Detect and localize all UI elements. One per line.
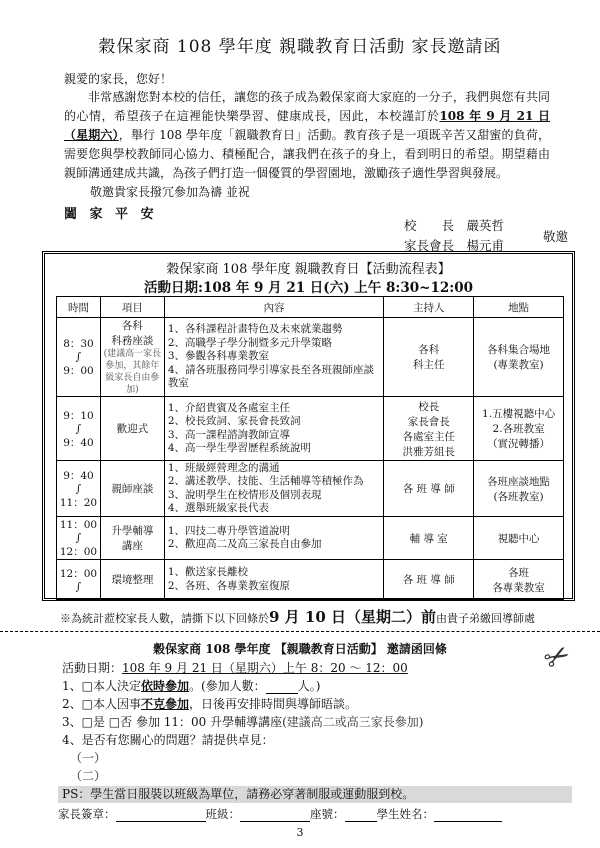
header-time: 時間	[57, 297, 101, 318]
scissors-icon: ✂	[537, 636, 578, 679]
ps-note: PS：學生當日服裝以班級為單位，請務必穿著制服或運動服到校。	[58, 786, 572, 803]
principal-sign: 校 長 嚴英哲	[404, 218, 505, 233]
option-3-note: (建議高二或高三家長參加)	[282, 715, 424, 729]
cell-time: 9：10 ∫ 9：40	[57, 397, 101, 461]
cut-line	[0, 631, 600, 632]
schedule-title: 穀保家商 108 學年度 親職教育日【活動流程表】	[166, 262, 451, 277]
return-note	[60, 606, 580, 627]
parent-sign-field[interactable]	[116, 809, 206, 822]
header-host: 主持人	[384, 297, 474, 318]
chair-sign: 家長會長 楊元甫	[404, 238, 505, 253]
cell-item: 升學輔導 講座	[100, 517, 164, 560]
event-date-highlight: 108 年 9 月 21 日（星期六）	[64, 109, 550, 142]
option-1-end: 人。)	[297, 679, 321, 693]
salutation: 親愛的家長，您好！	[64, 72, 173, 86]
option-1-text: 1、□本人決定	[62, 679, 141, 693]
cell-item: 各科 科務座談 (建議高一家長參加，其餘年級家長自由參加)	[100, 318, 164, 397]
student-name-field[interactable]	[434, 809, 502, 822]
intro-paragraph	[64, 88, 550, 183]
header-item: 項目	[100, 297, 164, 318]
cell-content: 1、歡送家長離校 2、各班、各專業教室復原	[164, 560, 384, 600]
schedule-row	[57, 560, 564, 600]
cell-place: 各班座談地點 (各班教室)	[474, 461, 564, 517]
attendee-count-field[interactable]	[266, 681, 298, 694]
cell-place: 1.五樓視聽中心 2.各班教室 （實況轉播）	[474, 397, 564, 461]
option-3-text: 3、□是 □否 參加 11：00 升學輔導講座	[62, 715, 283, 729]
wish-line: 敬邀貴家長撥冗參加為禱 並祝	[90, 185, 250, 199]
option-1[interactable]	[62, 677, 320, 694]
schedule-row	[57, 517, 564, 560]
reply-date-label: 活動日期：	[62, 661, 123, 675]
class-label: 班級：	[205, 807, 240, 821]
option-2[interactable]	[62, 695, 357, 712]
cell-content: 1、四技二專升學管道說明 2、歡迎高二及高三家長自由參加	[164, 517, 384, 560]
cell-content: 1、班級經營理念的溝通 2、講述教學、技能、生活輔導等積極作為 3、說明學生在校情形及個別表現 4、選舉班級家長代表	[164, 461, 384, 517]
cell-item: 環境整理	[100, 560, 164, 600]
option-2-emph: 不克參加	[140, 697, 189, 711]
page-number: 3	[296, 826, 304, 839]
header-content: 內容	[164, 297, 384, 318]
student-name-label: 學生姓名：	[376, 807, 434, 821]
cell-time: 11：00 ∫ 12：00	[57, 517, 101, 560]
signatures	[404, 216, 504, 256]
cell-time: 9：40 ∫ 11：20	[57, 461, 101, 517]
option-4: 4、是否有您關心的問題？請提供卓見：	[62, 733, 274, 747]
reply-title: 穀保家商 108 學年度 【親職教育日活動】 邀請函回條	[153, 642, 447, 656]
invite-word: 敬邀	[543, 229, 569, 244]
cell-time: 8：30 ∫ 9：00	[57, 318, 101, 397]
cell-place: 各班 各專業教室	[474, 560, 564, 600]
schedule-row	[57, 461, 564, 517]
cell-item: 親師座談	[100, 461, 164, 517]
opinion-blank-1[interactable]: （一）	[70, 751, 107, 765]
schedule-table	[56, 296, 564, 600]
cell-place: 視聽中心	[474, 517, 564, 560]
seat-label: 座號：	[310, 807, 345, 821]
cell-host: 各科 科主任	[384, 318, 474, 397]
cell-content: 1、介紹貴賓及各處室主任 2、校長致詞、家長會長致詞 3、高一課程諮詢教師宣導 4、高一學生學習歷程系統說明	[164, 397, 384, 461]
intro-text-2: ，舉行 108 學年度「親職教育日」活動。教育孩子是一項既辛苦又甜蜜的負荷，需要您與學校教師同心協力、積極配合，讓我們在孩子的身上，看到明日的希望。期望藉由親師溝通建成共識，為孩子們打造一個優質的學習園地，激勵孩子適性學習與發展。	[64, 128, 550, 180]
reply-date-line	[62, 659, 408, 676]
signature-line	[58, 806, 502, 822]
note-text-1: ※為統計蒞校家長人數，請撕下以下回條於	[60, 612, 269, 625]
cell-item: 歡迎式	[100, 397, 164, 461]
header-place: 地點	[474, 297, 564, 318]
option-1-count-label: 。(參加人數：	[189, 679, 266, 693]
option-3[interactable]	[62, 713, 423, 730]
option-2-tail: ，日後再安排時間與導師晤談。	[189, 697, 358, 711]
cell-time: 12：00 ∫	[57, 560, 101, 600]
cell-host: 各 班 導 師	[384, 461, 474, 517]
class-field[interactable]	[240, 809, 310, 822]
note-text-2: 由貴子弟繳回導師處	[435, 612, 535, 625]
page-title: 穀保家商 108 學年度 親職教育日活動 家長邀請函	[98, 37, 502, 57]
cell-host: 各 班 導 師	[384, 560, 474, 600]
option-2-text: 2、□本人因事	[62, 697, 141, 711]
family-wish: 闔 家 平 安	[64, 207, 158, 222]
intro-text-1: 非常感謝您對本校的信任，讓您的孩子成為穀保家商大家庭的一分子，我們與您有共同的心情，希望孩子在這裡能快樂學習、健康成長，因此，本校謹訂於	[64, 90, 550, 123]
cell-host: 校長 家長會長 各處室主任 洪雅芳組長	[384, 397, 474, 461]
parent-sign-label: 家長簽章：	[58, 807, 116, 821]
schedule-row	[57, 318, 564, 397]
schedule-header-row	[57, 297, 564, 318]
opinion-blank-2[interactable]: （二）	[70, 769, 107, 783]
schedule-date: 活動日期:108 年 9 月 21 日(六) 上午 8:30~12:00	[143, 280, 474, 296]
cell-host: 輔 導 室	[384, 517, 474, 560]
seat-field[interactable]	[345, 809, 377, 822]
schedule-row	[57, 397, 564, 461]
deadline-date: 9 月 10 日（星期二）前	[269, 608, 436, 626]
reply-date: 108 年 9 月 21 日（星期六）上午 8：20 ～ 12：00	[122, 661, 408, 675]
cell-content: 1、各科課程計畫特色及未來就業趨勢 2、高職學子學分制暨多元升學策略 3、參觀各科專業教室 4、請各班服務同學引導家長至各班親師座談教室	[164, 318, 384, 397]
cell-place: 各科集合場地 (專業教室)	[474, 318, 564, 397]
option-1-emph: 依時參加	[140, 679, 189, 693]
